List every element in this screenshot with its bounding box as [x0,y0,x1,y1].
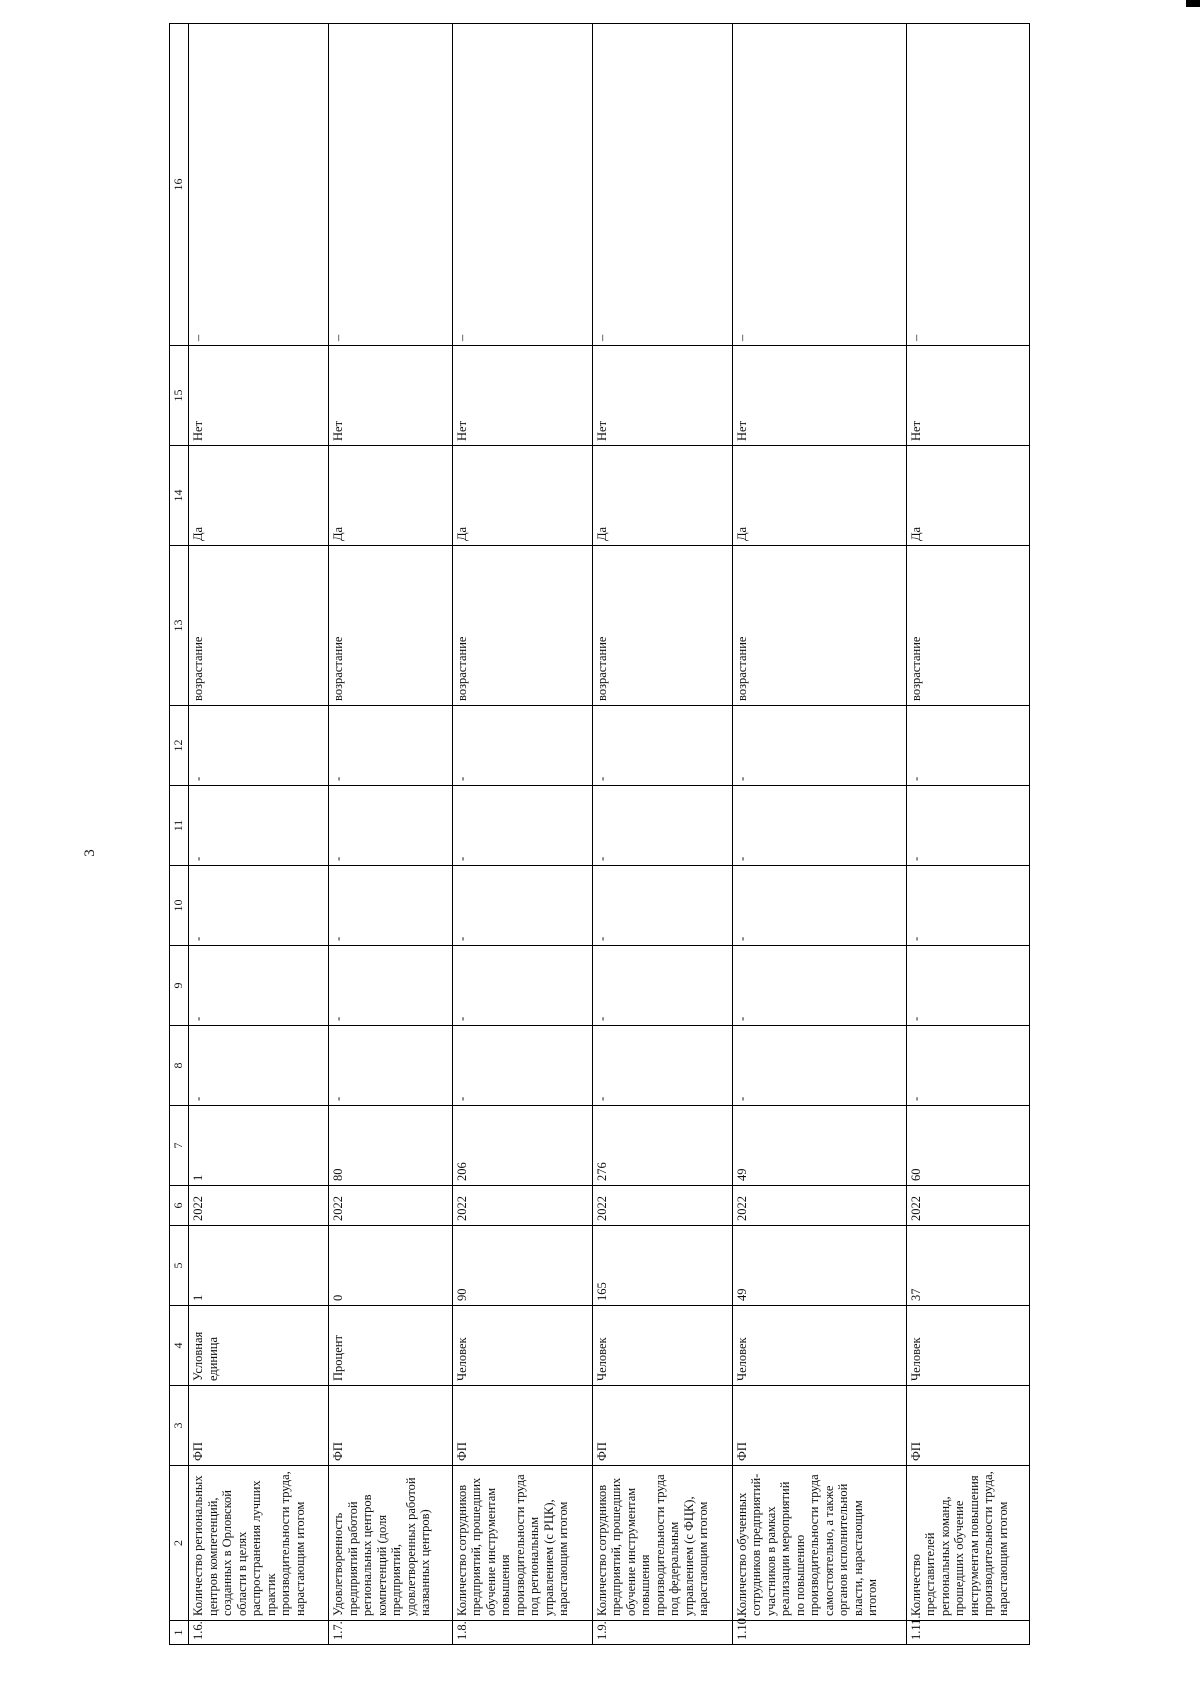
table-cell: ФП [452,1386,592,1466]
table-cell: Человек [592,1306,732,1386]
table-cell: Нет [906,346,1029,446]
column-number-9: 9 [170,946,189,1026]
column-number-14: 14 [170,446,189,546]
table-cell: - [592,786,732,866]
table-cell: - [732,1026,906,1106]
table-cell: Удовлетворенность предприятий работой региональных центров компетенций (доля предприятий, удовлетворенных работой названных центров) [329,1466,452,1621]
column-number-2: 2 [170,1466,189,1621]
table-cell: - [189,1026,329,1106]
column-number-3: 3 [170,1386,189,1466]
table-cell: Да [592,446,732,546]
table-cell: – [452,24,592,346]
table-cell: возрастание [189,546,329,706]
table-cell: 1.6. [189,1621,329,1645]
table-cell: возрастание [592,546,732,706]
table-row [189,24,329,1645]
table-cell: - [452,866,592,946]
scan-mark [1186,0,1200,7]
header-row [170,24,189,1645]
column-number-7: 7 [170,1106,189,1186]
column-number-5: 5 [170,1226,189,1306]
table-cell: Количество сотрудников предприятий, прошедших обучение инструментам повышения производительности труда под федеральным управлением (с ФЦК), нарастающим итогом [592,1466,732,1621]
table-cell: Да [329,446,452,546]
table-cell: - [329,866,452,946]
table-cell: возрастание [906,546,1029,706]
table-cell: возрастание [329,546,452,706]
table-cell: - [189,946,329,1026]
table-cell: – [592,24,732,346]
table-cell: Да [906,446,1029,546]
table-cell: ФП [329,1386,452,1466]
table-cell: 165 [592,1226,732,1306]
table-cell: – [732,24,906,346]
table-cell: - [189,706,329,786]
table-cell: 276 [592,1106,732,1186]
table-cell: – [906,24,1029,346]
table-cell: 49 [732,1226,906,1306]
column-number-10: 10 [170,866,189,946]
table-cell: 1.8. [452,1621,592,1645]
table-row [452,24,592,1645]
table-cell: Нет [592,346,732,446]
table-row [329,24,452,1645]
table-cell: 90 [452,1226,592,1306]
table-cell: Нет [452,346,592,446]
indicators-table [169,23,1030,1645]
table-cell: 2022 [592,1186,732,1226]
table-cell: 1 [189,1106,329,1186]
table-cell: 2022 [329,1186,452,1226]
page-number: 3 [82,849,98,857]
table-cell: Человек [906,1306,1029,1386]
table-cell: - [732,786,906,866]
column-number-1: 1 [170,1621,189,1645]
table-cell: Человек [452,1306,592,1386]
table-cell: 49 [732,1106,906,1186]
column-number-12: 12 [170,706,189,786]
table-cell: Нет [329,346,452,446]
rotated-table-frame [169,44,1030,1645]
column-number-4: 4 [170,1306,189,1386]
column-number-13: 13 [170,546,189,706]
column-number-16: 16 [170,24,189,346]
table-cell: - [906,706,1029,786]
table-cell: - [906,1026,1029,1106]
table-cell: 80 [329,1106,452,1186]
table-cell: – [189,24,329,346]
table-cell: Да [452,446,592,546]
table-cell: ФП [732,1386,906,1466]
table-container [169,44,1030,1645]
table-cell: возрастание [452,546,592,706]
table-cell: - [592,946,732,1026]
table-cell: - [452,786,592,866]
table-cell: 2022 [189,1186,329,1226]
table-cell: Нет [732,346,906,446]
table-cell: - [592,1026,732,1106]
column-number-8: 8 [170,1026,189,1106]
table-cell: Количество региональных центров компетенций, созданных в Орловской области в целях распространения лучших практик производительности труда, нарастающим итогом [189,1466,329,1621]
table-cell: ФП [592,1386,732,1466]
table-cell: - [189,866,329,946]
column-number-6: 6 [170,1186,189,1226]
table-cell: 2022 [732,1186,906,1226]
table-cell: - [329,786,452,866]
table-cell: - [452,1026,592,1106]
table-cell: - [592,866,732,946]
table-cell: - [906,946,1029,1026]
table-cell: - [452,946,592,1026]
table-cell: - [452,706,592,786]
table-cell: Условная единица [189,1306,329,1386]
table-cell: - [906,786,1029,866]
table-cell: 1 [189,1226,329,1306]
table-cell: 206 [452,1106,592,1186]
column-number-11: 11 [170,786,189,866]
table-cell: - [189,786,329,866]
table-row [732,24,906,1645]
table-cell: 1.11. [906,1621,1029,1645]
table-cell: ФП [189,1386,329,1466]
table-cell: возрастание [732,546,906,706]
table-row [906,24,1029,1645]
table-cell: Процент [329,1306,452,1386]
table-cell: Количество сотрудников предприятий, прошедших обучение инструментам повышения производительности труда под региональным управлением (с РЦК), нарастающим итогом [452,1466,592,1621]
table-cell: 2022 [906,1186,1029,1226]
table-cell: Количество обученных сотрудников предприятий-участников в рамках реализации мероприятий по повышению производительности труда самостоятельно, а также органов исполнительной власти, нарастающим итогом [732,1466,906,1621]
table-cell: Нет [189,346,329,446]
table-cell: Да [732,446,906,546]
table-cell: - [906,866,1029,946]
table-cell: 60 [906,1106,1029,1186]
table-cell: - [732,706,906,786]
table-cell: 0 [329,1226,452,1306]
table-cell: 1.7. [329,1621,452,1645]
table-cell: Да [189,446,329,546]
table-cell: 37 [906,1226,1029,1306]
table-cell: 1.9. [592,1621,732,1645]
table-cell: - [329,946,452,1026]
table-cell: 2022 [452,1186,592,1226]
column-number-15: 15 [170,346,189,446]
table-cell: - [732,946,906,1026]
table-cell: – [329,24,452,346]
table-cell: - [329,1026,452,1106]
table-cell: 1.10. [732,1621,906,1645]
table-cell: - [329,706,452,786]
table-cell: ФП [906,1386,1029,1466]
table-cell: - [732,866,906,946]
table-cell: Количество представителей региональных команд, прошедших обучение инструментам повышения производительности труда, нарастающим итогом [906,1466,1029,1621]
table-cell: - [592,706,732,786]
table-cell: Человек [732,1306,906,1386]
table-row [592,24,732,1645]
